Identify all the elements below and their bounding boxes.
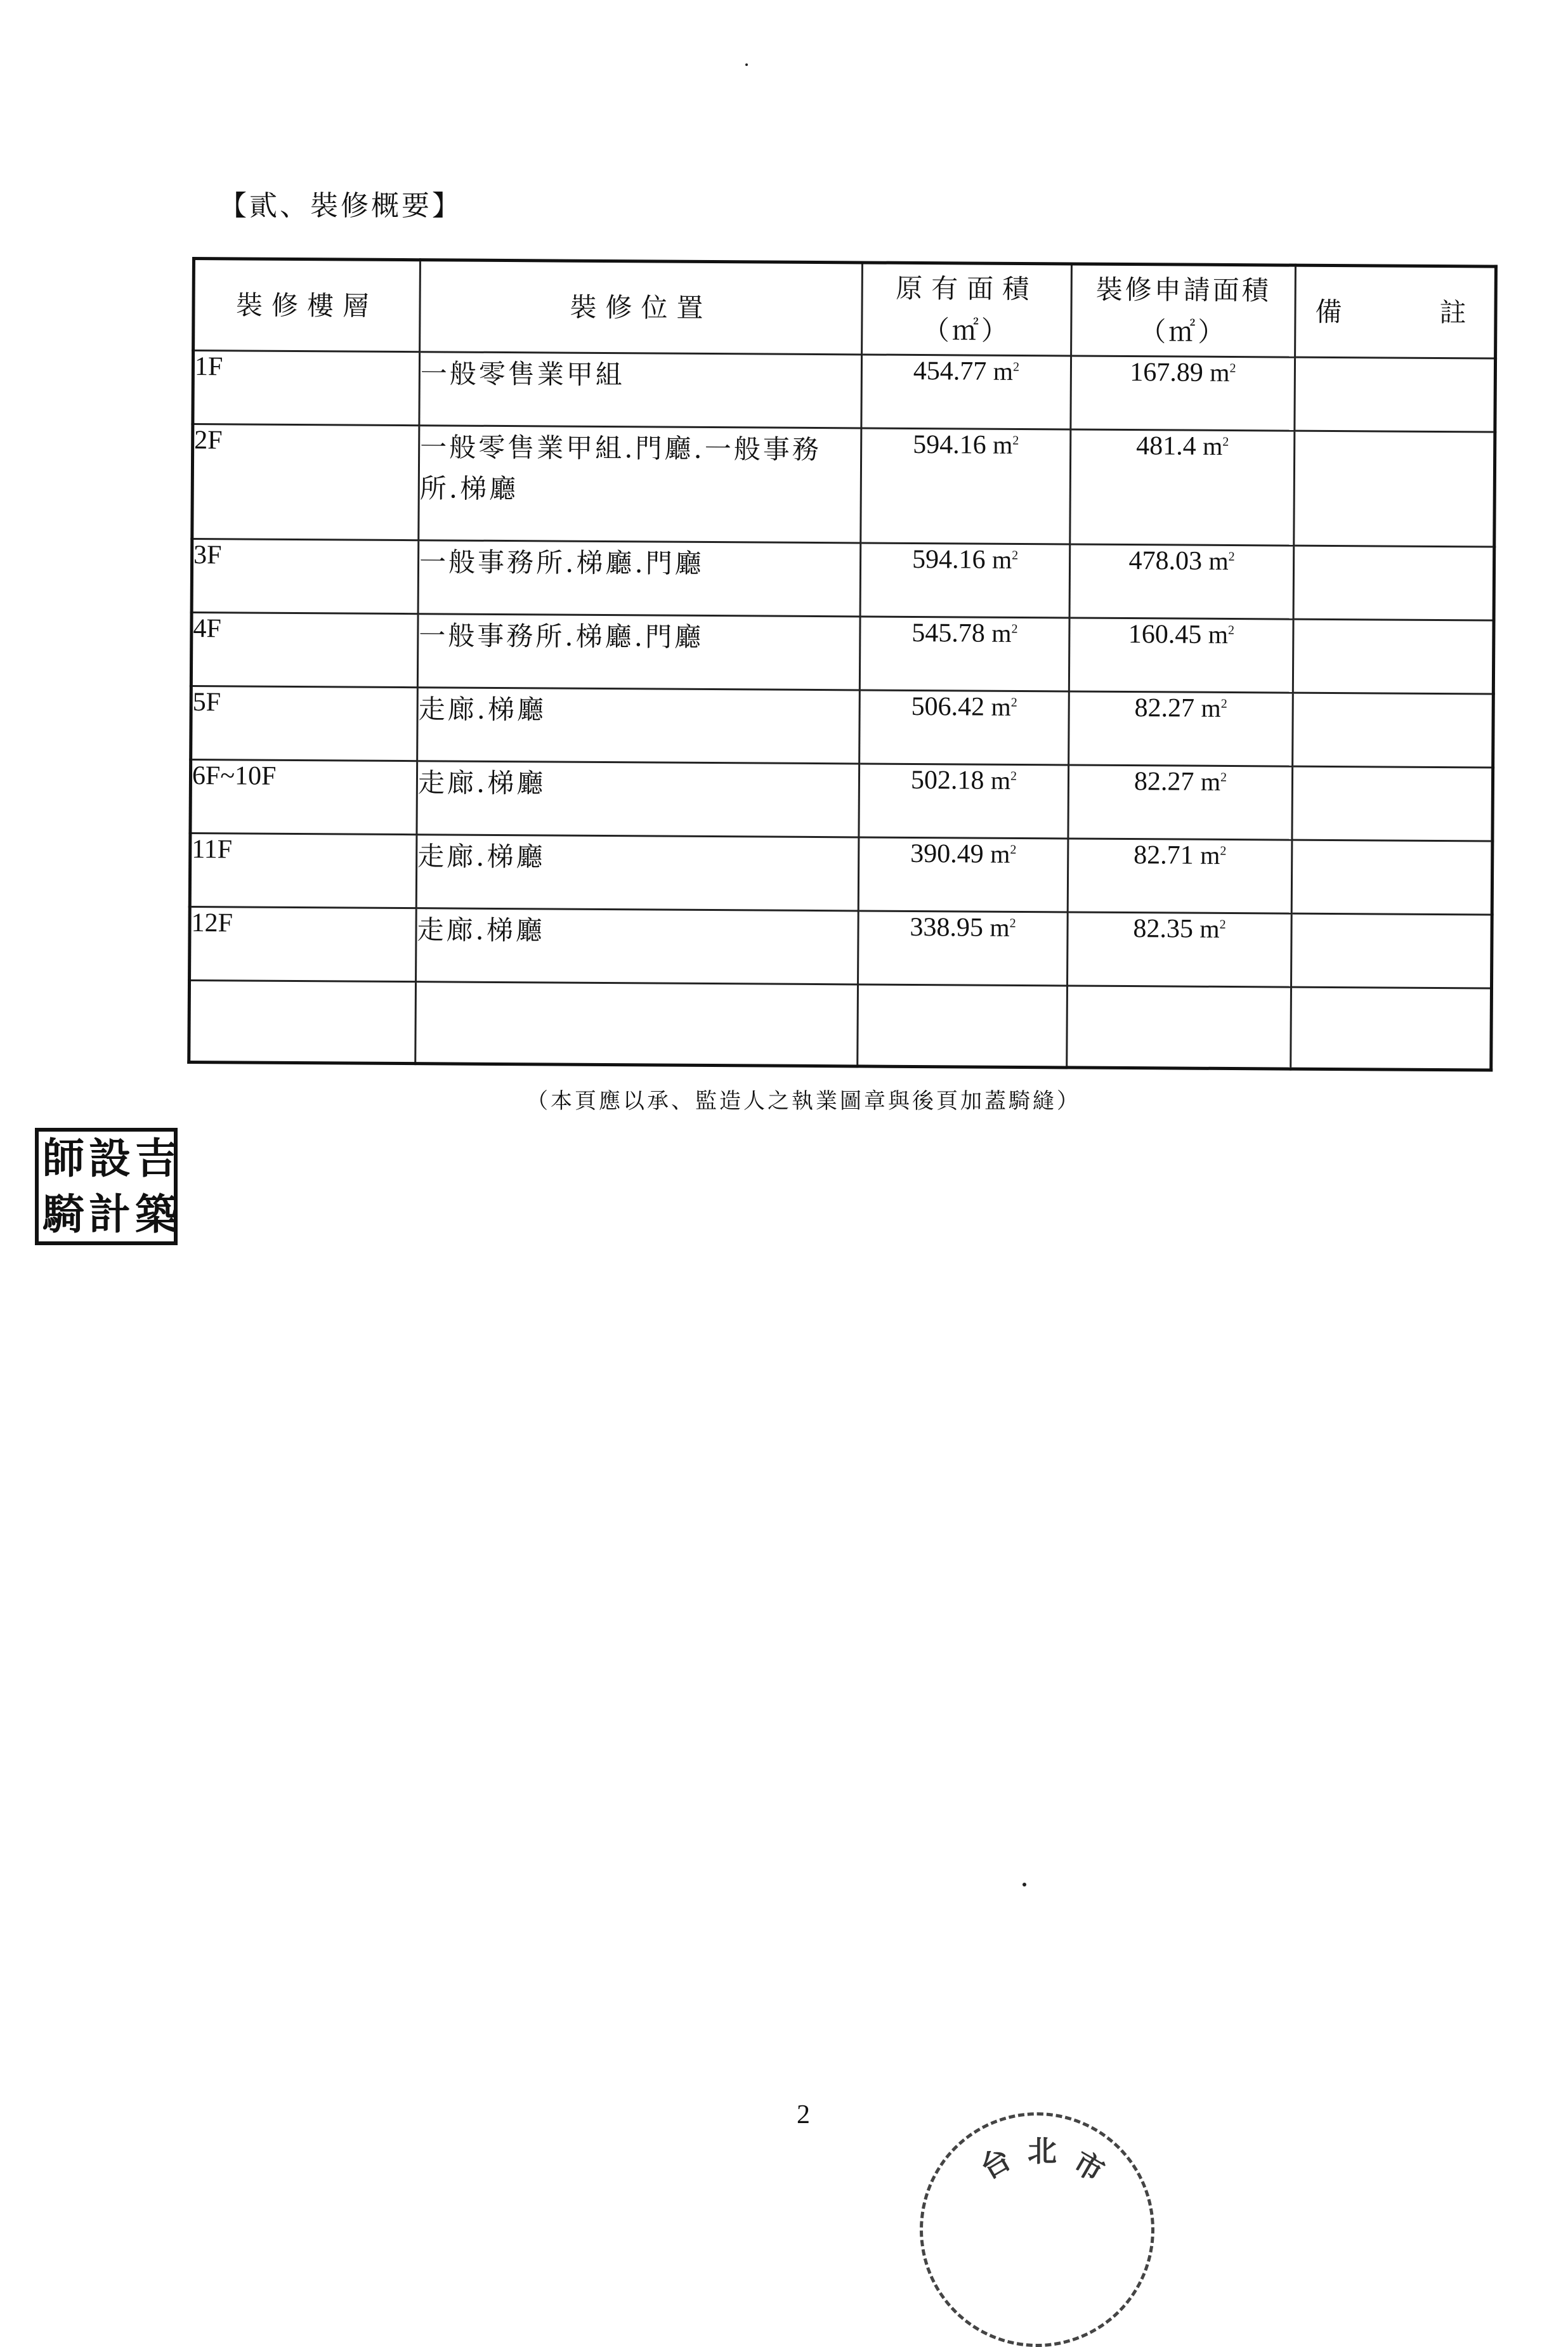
unit-m2: $m^2$ [991, 545, 1019, 574]
cell-original-area [861, 428, 1071, 544]
value: 82.27 [1134, 766, 1194, 797]
header-note-char-2: 註 [1439, 296, 1475, 329]
value: 506.42 [911, 691, 985, 722]
seal-char: 計 [89, 1189, 131, 1239]
unit-m2: $m^2$ [993, 430, 1019, 459]
renovation-summary-table [187, 257, 1498, 1072]
cell-applied-area [1070, 429, 1295, 546]
stamp-char: 台 [974, 2141, 1017, 2186]
stamp-char: 市 [1068, 2144, 1110, 2189]
seal-char: 築 [135, 1189, 177, 1239]
cell-note [1291, 840, 1493, 915]
cell-original-area [860, 543, 1070, 618]
unit-m2: $m^2$ [990, 766, 1017, 795]
header-original-area [862, 263, 1072, 356]
cell-floor: 4F [191, 612, 418, 687]
header-floor: 裝修樓層 [193, 259, 421, 352]
cell-note [1293, 693, 1494, 768]
cell-applied-area [1071, 356, 1295, 431]
cell-location [415, 981, 858, 1066]
footnote: （本頁應以承、監造人之執業圖章與後頁加蓋騎縫） [526, 1089, 1081, 1114]
cell-location: 走廊.梯廳 [416, 835, 859, 911]
cell-location: 一般事務所.梯廳.門廳 [418, 540, 861, 617]
cell-note [1293, 546, 1494, 620]
seal-char: 設 [89, 1134, 131, 1183]
unit-m2: $m^2$ [990, 839, 1017, 868]
cell-floor: 1F [193, 351, 420, 426]
cell-note [1294, 431, 1495, 547]
cell-floor: 11F [190, 833, 417, 908]
header-location: 裝修位置 [420, 260, 863, 355]
value: 160.45 [1128, 619, 1202, 650]
cell-applied-area [1068, 912, 1292, 987]
scan-speck [745, 63, 748, 66]
cell-location: 走廊.梯廳 [416, 908, 859, 984]
seal-char: 吉 [135, 1134, 177, 1183]
unit-m2: $m^2$ [1199, 914, 1226, 943]
unit-m2: $m^2$ [990, 913, 1016, 942]
unit-m2: $m^2$ [991, 618, 1018, 648]
unit-m2: $m^2$ [1203, 431, 1229, 461]
cell-location: 一般零售業甲組.門廳.一般事務所.梯廳 [419, 426, 861, 543]
cell-original-area [858, 911, 1068, 986]
table-row [193, 351, 1496, 432]
table-row [190, 833, 1493, 914]
table-row [191, 612, 1494, 693]
scan-speck [1022, 1883, 1026, 1886]
cell-floor: 6F~10F [190, 759, 417, 834]
cell-applied-area [1067, 986, 1291, 1069]
value: 454.77 [913, 356, 987, 386]
cell-applied-area [1068, 839, 1292, 913]
header-applied-area-label: 裝修申請面積 [1095, 274, 1271, 306]
cell-floor [189, 980, 416, 1063]
value: 82.35 [1133, 913, 1194, 944]
table-row [192, 424, 1495, 547]
cell-floor: 3F [192, 539, 419, 614]
cell-location: 走廊.梯廳 [417, 688, 860, 764]
cell-note [1291, 987, 1492, 1070]
value: 167.89 [1130, 358, 1203, 388]
table-row [191, 686, 1494, 767]
cell-applied-area [1069, 544, 1294, 619]
table-row [190, 759, 1493, 840]
cell-location: 走廊.梯廳 [417, 761, 859, 837]
seal-char: 騎 [42, 1189, 84, 1239]
table-header-row [193, 259, 1496, 359]
seam-seal-stamp [35, 1128, 178, 1245]
cell-note [1293, 619, 1494, 694]
header-applied-area-unit: （㎡） [1139, 315, 1227, 348]
page-number: 2 [797, 2100, 810, 2129]
cell-note [1291, 913, 1493, 988]
cell-location: 一般零售業甲組 [419, 352, 862, 428]
cell-applied-area [1069, 691, 1293, 766]
unit-m2: $m^2$ [1210, 358, 1236, 387]
cell-floor: 2F [192, 424, 419, 540]
value: 594.16 [913, 429, 986, 460]
cell-applied-area [1068, 765, 1293, 840]
unit-m2: $m^2$ [1200, 840, 1227, 870]
value: 82.71 [1134, 840, 1194, 870]
value: 478.03 [1128, 546, 1203, 576]
value: 338.95 [910, 912, 984, 943]
value: 390.49 [910, 839, 984, 869]
value: 481.4 [1136, 431, 1196, 461]
cell-original-area [859, 764, 1069, 839]
unit-m2: $m^2$ [1208, 620, 1235, 649]
unit-m2: $m^2$ [993, 356, 1020, 386]
official-stamp [920, 2112, 1154, 2347]
cell-note [1292, 766, 1493, 841]
cell-note [1295, 357, 1496, 432]
cell-original-area [858, 984, 1068, 1068]
header-applied-area [1071, 264, 1296, 357]
cell-location: 一般事務所.梯廳.門廳 [417, 614, 860, 690]
cell-original-area [859, 617, 1069, 691]
value: 545.78 [911, 618, 985, 648]
table-row [192, 539, 1494, 620]
unit-m2: $m^2$ [1200, 767, 1227, 796]
cell-original-area [858, 837, 1068, 912]
header-note-char-1: 備 [1315, 296, 1351, 328]
table-row-empty [189, 980, 1492, 1070]
cell-original-area [859, 690, 1069, 765]
table-row [190, 906, 1493, 988]
cell-floor: 5F [191, 686, 418, 761]
seal-char: 師 [42, 1134, 84, 1183]
unit-m2: $m^2$ [991, 692, 1017, 721]
header-original-area-label: 原有面積 [896, 273, 1038, 305]
header-note [1295, 265, 1496, 358]
unit-m2: $m^2$ [1201, 693, 1227, 722]
unit-m2: $m^2$ [1208, 546, 1235, 576]
value: 594.16 [911, 544, 986, 575]
value: 502.18 [910, 765, 984, 795]
stamp-char: 北 [1028, 2134, 1057, 2168]
cell-floor: 12F [190, 906, 417, 981]
cell-applied-area [1069, 618, 1293, 693]
value: 82.27 [1134, 693, 1195, 723]
header-original-area-unit: （㎡） [922, 314, 1010, 346]
renovation-summary-table-wrap [187, 257, 1494, 1072]
section-title: 【貳、裝修概要】 [219, 190, 462, 222]
cell-original-area [861, 355, 1071, 429]
